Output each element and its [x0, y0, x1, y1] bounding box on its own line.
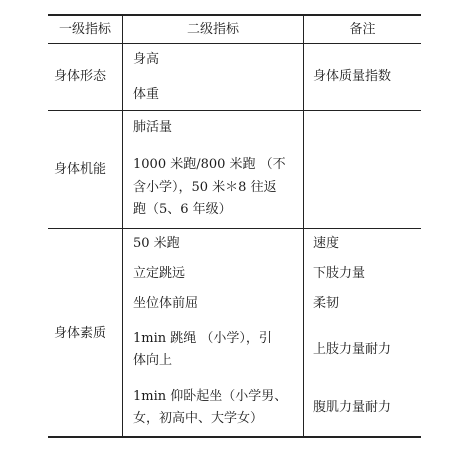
header-secondary: 二级指标	[186, 22, 239, 37]
column-divider-1	[122, 15, 123, 437]
column-divider-2	[303, 15, 304, 437]
secondary-indicator-line: 1min 仰卧起坐（小学男、	[133, 389, 288, 404]
secondary-indicator: 50 米跑	[133, 236, 180, 251]
note: 下肢力量	[313, 266, 366, 281]
primary-indicator: 身体形态	[54, 69, 107, 84]
primary-indicator: 身体素质	[54, 326, 107, 341]
group-divider-1	[48, 110, 421, 111]
secondary-indicator: 体重	[133, 87, 160, 102]
header-bottom-rule	[48, 43, 421, 44]
note: 上肢力量耐力	[313, 342, 392, 357]
secondary-indicator: 肺活量	[133, 120, 173, 135]
secondary-indicator-line: 女，初高中、大学女）	[133, 411, 264, 426]
note: 柔韧	[313, 296, 340, 311]
table-top-rule	[48, 14, 421, 16]
secondary-indicator-line: 含小学），50 米＊8 往返	[133, 180, 277, 195]
header-primary: 一级指标	[58, 22, 111, 37]
note: 身体质量指数	[313, 69, 392, 84]
group-divider-2	[48, 228, 421, 229]
secondary-indicator: 立定跳远	[133, 266, 186, 281]
secondary-indicator: 身高	[133, 52, 160, 67]
primary-indicator: 身体机能	[54, 162, 107, 177]
secondary-indicator-line: 1000 米跑/800 米跑 （不	[133, 157, 286, 172]
table-bottom-rule	[48, 436, 421, 438]
note: 速度	[313, 236, 340, 251]
secondary-indicator: 坐位体前屈	[133, 296, 199, 311]
secondary-indicator-line: 1min 跳绳 （小学），引	[133, 331, 272, 346]
header-note: 备注	[349, 22, 376, 37]
note: 腹肌力量耐力	[313, 400, 392, 415]
secondary-indicator-line: 跑（5、6 年级）	[133, 202, 232, 217]
secondary-indicator-line: 体向上	[133, 353, 173, 368]
